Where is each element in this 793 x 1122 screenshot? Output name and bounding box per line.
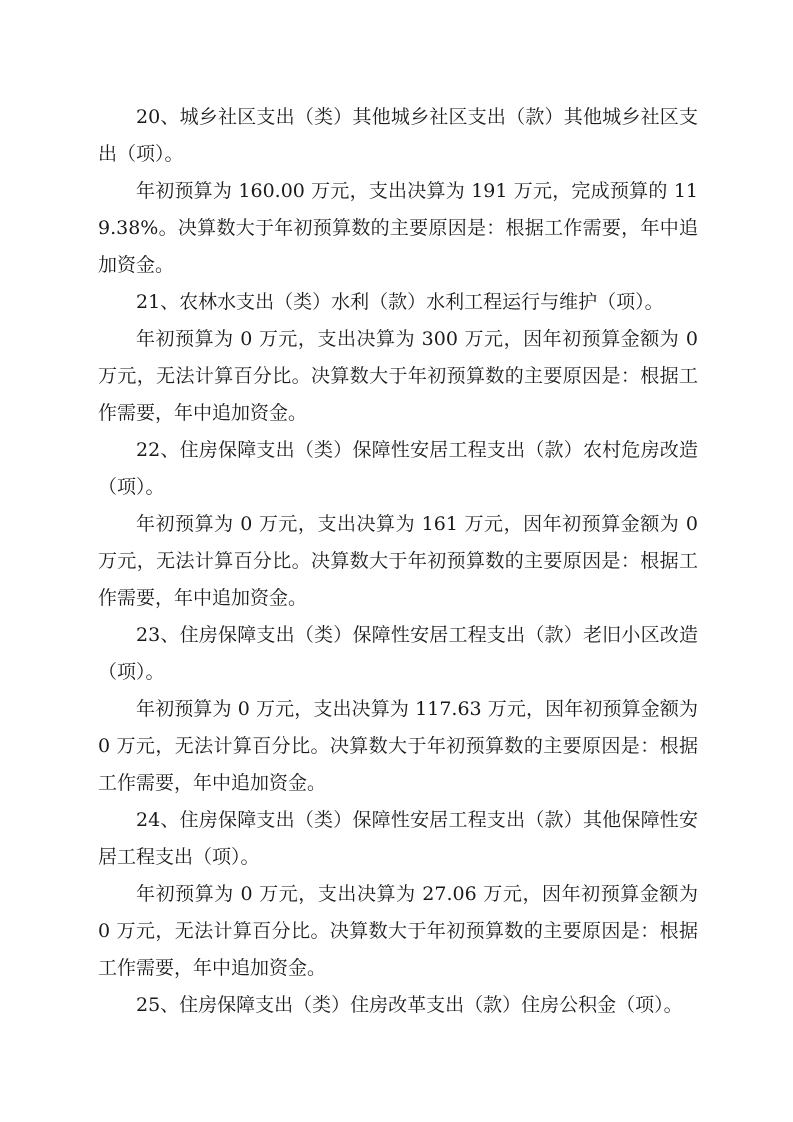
section-23-heading: 23、住房保障支出（类）保障性安居工程支出（款）老旧小区改造（项）。	[98, 624, 698, 683]
section-24-heading: 24、住房保障支出（类）保障性安居工程支出（款）其他保障性安居工程支出（项）。	[98, 809, 698, 868]
section-23-body: 年初预算为 0 万元，支出决算为 117.63 万元，因年初预算金额为 0 万元，无法计算百分比。决算数大于年初预算数的主要原因是：根据工作需要，年中追加资金。	[98, 698, 698, 794]
section-21-heading: 21、农林水支出（类）水利（款）水利工程运行与维护（项）。	[136, 291, 664, 313]
section-25-heading: 25、住房保障支出（类）住房改革支出（款）住房公积金（项）。	[136, 994, 683, 1016]
section-22-heading: 22、住房保障支出（类）保障性安居工程支出（款）农村危房改造（项）。	[98, 439, 698, 498]
section-20-body: 年初预算为 160.00 万元，支出决算为 191 万元，完成预算的 119.38%。决算数大于年初预算数的主要原因是：根据工作需要，年中追加资金。	[98, 180, 698, 276]
section-21-body: 年初预算为 0 万元，支出决算为 300 万元，因年初预算金额为 0 万元，无法计算百分比。决算数大于年初预算数的主要原因是：根据工作需要，年中追加资金。	[98, 328, 698, 424]
section-22-body: 年初预算为 0 万元，支出决算为 161 万元，因年初预算金额为 0 万元，无法计算百分比。决算数大于年初预算数的主要原因是：根据工作需要，年中追加资金。	[98, 513, 698, 609]
section-24-body: 年初预算为 0 万元，支出决算为 27.06 万元，因年初预算金额为 0 万元，无法计算百分比。决算数大于年初预算数的主要原因是：根据工作需要，年中追加资金。	[98, 883, 698, 979]
document-page	[98, 99, 698, 1024]
section-20-heading: 20、城乡社区支出（类）其他城乡社区支出（款）其他城乡社区支出（项）。	[98, 106, 698, 165]
